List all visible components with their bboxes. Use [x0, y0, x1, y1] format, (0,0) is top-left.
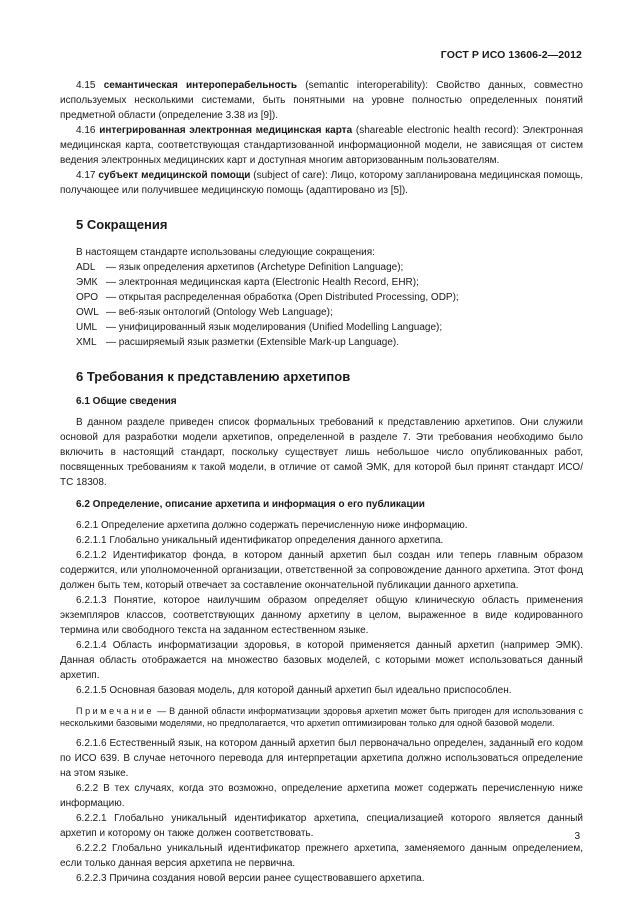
definition-term: субъект медицинской помощи [98, 170, 251, 181]
paragraph-6-2-2-3: 6.2.2.3 Причина создания новой версии ранее существовавшего архетипа. [76, 873, 425, 884]
definition-number: 4.16 [76, 125, 96, 136]
definition-4-15 [60, 78, 583, 123]
paragraph-6-2-2-2: 6.2.2.2 Глобально уникальный идентификатор прежнего архетипа, заменяемого данным определением, если только данная версия архетипа не первична. [60, 843, 583, 869]
list-item [76, 305, 583, 320]
abbreviation-code: XML [76, 337, 97, 348]
definition-term: интегрированная электронная медицинская карта [99, 125, 353, 136]
abbreviation-code: UML [76, 322, 98, 333]
paragraph-6-2-1-2: 6.2.1.2 Идентификатор фонда, в котором данный архетип был создан или теперь главным образом содержится, или уполномоченной организации, ответственной за сопровождение данного архетипа. Этот фонд должен быть тем, который отвечает за составление окончательной публикации данного архетипа. [60, 550, 583, 591]
definition-text: Лицо, которому запланирована медицинская помощь, получающее или получившее медицинскую помощь (адаптировано из [5]). [60, 170, 583, 196]
paragraph-6-2-1-6: 6.2.1.6 Естественный язык, на котором данный архетип был первоначально определен, заданный его кодом по ИСО 639. В случае неточного перевода для интерпретации архетипа должно использоваться определение на этом языке. [60, 738, 583, 779]
list-item [76, 290, 583, 305]
abbreviation-text: — язык определения архетипов (Archetype Definition Language); [106, 262, 404, 273]
definition-english: (semantic interoperability): [305, 80, 428, 91]
paragraph-6-2-1-3: 6.2.1.3 Понятие, которое наилучшим образом определяет общую клиническую область применения экземпляров классов, соответствующих данному архетипу в целом, выраженное в виде кодированного термина или свободного текста на заданном естественном языке. [60, 595, 583, 636]
document-header: ГОСТ Р ИСО 13606-2—2012 [440, 49, 582, 61]
page-number: 3 [574, 831, 580, 842]
abbreviation-code: ADL [76, 262, 96, 273]
abbreviations-intro: В настоящем стандарте использованы следующие сокращения: [76, 247, 375, 258]
definition-english: (shareable electronic health record): [355, 125, 519, 136]
abbreviations-list [76, 260, 583, 350]
note-paragraph [60, 705, 583, 729]
note-label: Примечание [76, 706, 155, 716]
section-6-heading: 6 Требования к представлению архетипов [76, 369, 351, 384]
note-text: — В данной области информатизации здоровья архетип может быть пригоден для использования с несколькими базовыми моделями, но предполагается, что архетип оптимизирован только для одной базовой модели. [60, 706, 583, 728]
paragraph-6-2-1-1: 6.2.1.1 Глобально уникальный идентификатор определения данного архетипа. [76, 535, 444, 546]
paragraph-6-2-1-4: 6.2.1.4 Область информатизации здоровья, в которой применяется данный архетип (например ЭМК). Данная область отображается на множество базовых моделей, с которыми может использоваться данный архетип. [60, 640, 583, 681]
abbreviation-text: — расширяемый язык разметки (Extensible Mark-up Language). [106, 337, 400, 348]
page-content [60, 78, 583, 886]
definition-number: 4.17 [76, 170, 96, 181]
abbreviation-text: — унифицированный язык моделирования (Unified Modelling Language); [106, 322, 443, 333]
paragraph-6-2-1-5: 6.2.1.5 Основная базовая модель, для которой данный архетип был идеально приспособлен. [76, 685, 512, 696]
definition-paragraph [60, 168, 583, 198]
definition-4-16 [60, 123, 583, 168]
definition-paragraph [60, 78, 583, 123]
abbreviation-code: ОРО [76, 292, 99, 303]
abbreviation-text: — открытая распределенная обработка (Open Distributed Processing, ODP); [106, 292, 459, 303]
abbreviation-code: ЭМК [76, 277, 98, 288]
section-5-heading: 5 Сокращения [76, 217, 168, 232]
list-item [76, 275, 583, 290]
definition-paragraph [60, 123, 583, 168]
list-item [76, 260, 583, 275]
subsection-6-1-text: В данном разделе приведен список формальных требований к представлению архетипов. Они служили основой для разработки модели архетипов, определенной в разделе 7. Эти требования необходимо было включить в настоящий стандарт, поскольку существует лишь небольшое число опубликованных работ, посвященных требованиям к такой модели, в отличие от самой ЭМК, для которой был принят стандарт ИСО/ТС 18308. [60, 417, 583, 488]
paragraph-6-2-2: 6.2.2 В тех случаях, когда это возможно, определение архетипа может содержать перечисленную ниже информацию. [60, 783, 583, 809]
list-item [76, 335, 583, 350]
list-item [76, 320, 583, 335]
abbreviation-code: OWL [76, 307, 99, 318]
subsection-6-2-heading: 6.2 Определение, описание архетипа и информация о его публикации [76, 499, 425, 510]
subsection-6-1-heading: 6.1 Общие сведения [76, 396, 177, 407]
definition-term: семантическая интероперабельность [103, 80, 298, 91]
abbreviation-text: — электронная медицинская карта (Electronic Health Record, EHR); [106, 277, 419, 288]
paragraph-6-2-1: 6.2.1 Определение архетипа должно содержать перечисленную ниже информацию. [76, 520, 468, 531]
definition-4-17 [60, 168, 583, 198]
definition-number: 4.15 [76, 80, 96, 91]
definition-text: Свойство данных, совместно используемых несколькими системами, быть понятными на уровне полностью определенных понятий предметной области (определение 3.38 из [9]). [60, 80, 583, 121]
abbreviation-text: — веб-язык онтологий (Ontology Web Language); [106, 307, 333, 318]
paragraph-6-2-2-1: 6.2.2.1 Глобально уникальный идентификатор архетипа, специализацией которого является данный архетип и которому он также должен соответствовать. [60, 813, 583, 839]
definition-text: Электронная медицинская карта, соответствующая стандартизованной информационной модели, не зависящая от систем ведения электронных медицинских карт и доступная многим авторизованным пользователям. [60, 125, 584, 166]
definition-english: (subject of care): [253, 170, 328, 181]
